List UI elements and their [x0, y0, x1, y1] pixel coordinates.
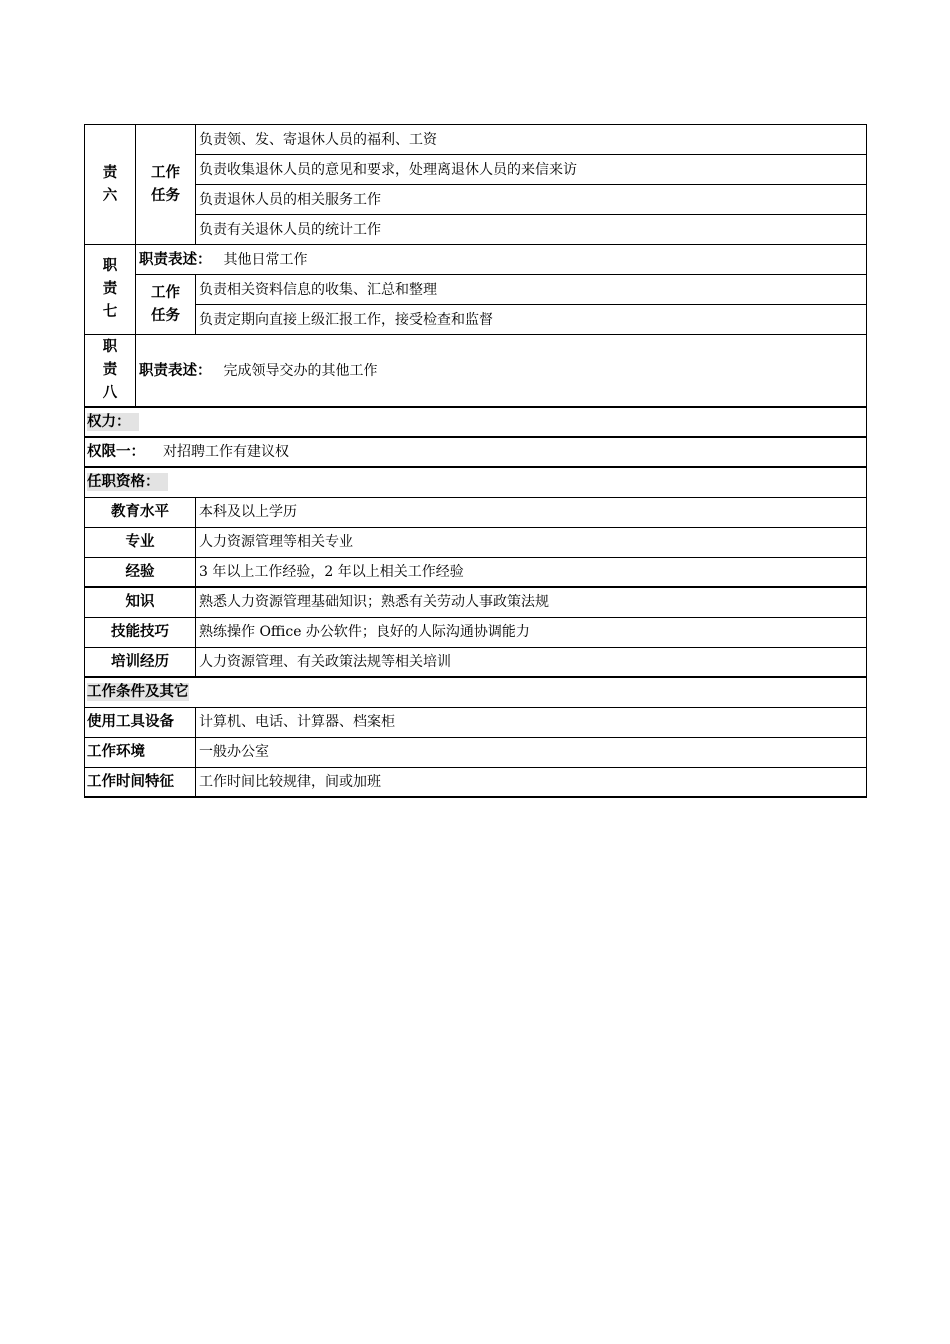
duty6-task-4: 负责有关退休人员的统计工作: [196, 215, 867, 245]
qual-label-major: 专业: [85, 527, 196, 557]
authority-item-label: 权限一：: [87, 444, 145, 460]
qual-value-knowledge: 熟悉人力资源管理基础知识；熟悉有关劳动人事政策法规: [196, 587, 867, 617]
duty8-desc-text: 完成领导交办的其他工作: [223, 362, 378, 379]
authority-item-1: [85, 437, 867, 467]
authority-heading: 权力：: [85, 407, 867, 437]
duty7-desc-text: 其他日常工作: [223, 251, 308, 268]
qual-label-knowledge: 知识: [85, 587, 196, 617]
qual-label-experience: 经验: [85, 557, 196, 587]
cond-label-environment: 工作环境: [85, 737, 196, 767]
qual-value-education: 本科及以上学历: [196, 497, 867, 527]
qual-value-training: 人力资源管理、有关政策法规等相关培训: [196, 647, 867, 677]
cond-label-hours: 工作时间特征: [85, 767, 196, 797]
cond-label-tools: 使用工具设备: [85, 707, 196, 737]
cond-value-hours: 工作时间比较规律，间或加班: [196, 767, 867, 797]
qual-label-training: 培训经历: [85, 647, 196, 677]
qual-value-major: 人力资源管理等相关专业: [196, 527, 867, 557]
qual-value-skills: 熟练操作 Office 办公软件；良好的人际沟通协调能力: [196, 617, 867, 647]
duty8-desc-label: 职责表述：: [139, 362, 212, 379]
duty7-task-2: 负责定期向直接上级汇报工作，接受检查和监督: [196, 305, 867, 335]
qual-label-skills: 技能技巧: [85, 617, 196, 647]
cond-value-environment: 一般办公室: [196, 737, 867, 767]
duty7-task-1: 负责相关资料信息的收集、汇总和整理: [196, 275, 867, 305]
duty6-task-1: 负责领、发、寄退休人员的福利、工资: [196, 125, 867, 155]
duty6-label: 责 六: [85, 125, 136, 245]
duty7-desc-label: 职责表述：: [139, 251, 212, 268]
duty8-description: [136, 335, 867, 407]
duty6-task-3: 负责退休人员的相关服务工作: [196, 185, 867, 215]
duty8-label: 职 责 八: [85, 335, 136, 407]
qualifications-heading: 任职资格：: [85, 467, 867, 497]
qual-value-experience: 3 年以上工作经验，2 年以上相关工作经验: [196, 557, 867, 587]
duty7-description: [136, 245, 867, 275]
cond-value-tools: 计算机、电话、计算器、档案柜: [196, 707, 867, 737]
duty6-task-2: 负责收集退休人员的意见和要求，处理离退休人员的来信来访: [196, 155, 867, 185]
duties-table: [84, 124, 867, 407]
job-description-page: [84, 124, 866, 798]
qual-label-education: 教育水平: [85, 497, 196, 527]
duty7-task-label: 工作 任务: [136, 275, 196, 335]
authority-item-text: 对招聘工作有建议权: [163, 444, 289, 460]
qualification-table: [84, 406, 867, 798]
duty6-task-label: 工作 任务: [136, 125, 196, 245]
duty7-label: 职 责 七: [85, 245, 136, 335]
conditions-heading: 工作条件及其它: [85, 677, 867, 707]
